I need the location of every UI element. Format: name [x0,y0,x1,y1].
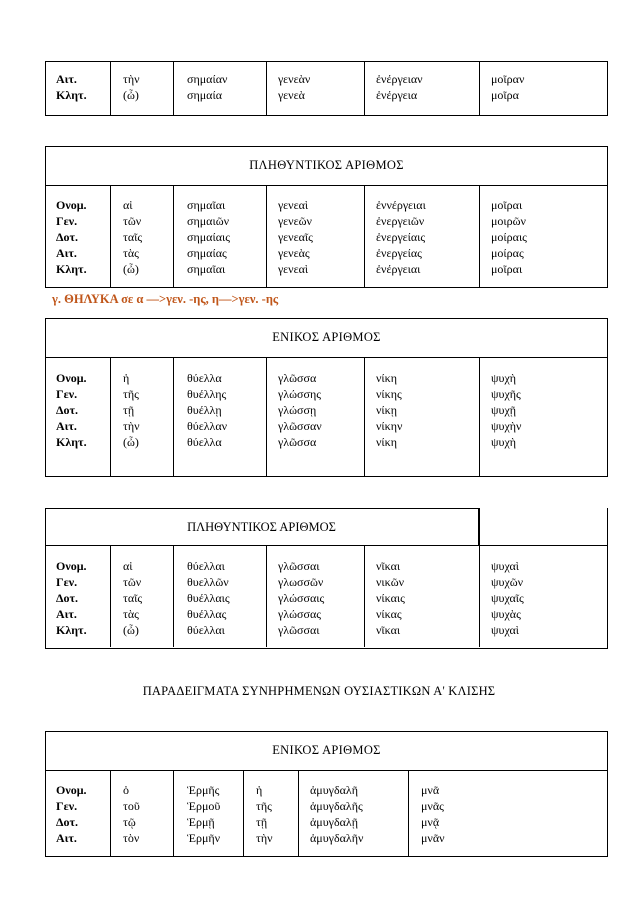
table-cell: σημαίας [187,246,227,260]
noun-column-1 [187,782,220,846]
table-cell: τὸν [123,831,140,845]
table-cell: γενεὰν [278,72,311,86]
table-cell: σημαίαις [187,230,230,244]
article-column [123,197,142,277]
table-cell: μοῖραι [491,262,523,276]
noun-column-4 [491,370,521,450]
table-cell: νίκην [376,419,403,433]
table-cell: θύελλα [187,371,222,385]
noun-column-3 [376,197,426,277]
case-label: Κλητ. [56,623,87,637]
table-cell: ψυχὴν [491,419,522,433]
table-cell: ψυχῆς [491,387,521,401]
case-label: Γεν. [56,387,78,401]
table-cell: μοῖρα [491,88,519,102]
table-singular-b [45,318,608,477]
table-cell: αἱ [123,198,133,212]
table-cell: (ὦ) [123,262,139,276]
case-label: Ονομ. [56,783,87,797]
table-cell: ψυχαὶ [491,559,520,573]
case-label: Γεν. [56,214,78,228]
case-label: Δοτ. [56,815,79,829]
noun-column-3 [376,370,402,450]
table-cell: θυέλλαις [187,591,230,605]
table-cell: ἐνεργειῶν [376,214,425,228]
case-label: Αιτ. [56,419,77,433]
case-label: Γεν. [56,575,78,589]
table-cell: γλώσσας [278,607,321,621]
table-cell: ψυχὴ [491,435,517,449]
table-cell: μοίραις [491,230,527,244]
table-cell: γλώσσης [278,387,321,401]
noun-column-4 [491,197,527,277]
case-label: Δοτ. [56,403,79,417]
section-title: ΠΑΡΑΔΕΙΓΜΑΤΑ ΣΥΝΗΡΗΜΕΝΩΝ ΟΥΣΙΑΣΤΙΚΩΝ Α' ΚΛΙΣΗΣ [142,684,496,698]
table-cell: θύελλαι [187,623,225,637]
case-label: Γεν. [56,799,78,813]
table-plural-a [45,146,608,288]
table-cell: γενεὰς [278,246,310,260]
table-cell: γενεὰ [278,88,305,102]
noun-column-2 [278,370,322,450]
table-cell: Ἑρμοῦ [187,799,221,813]
table-cell: θύελλα [187,435,222,449]
table-cell: γλῶσσα [278,371,317,385]
table-cell: ὁ [123,783,129,797]
table-cell: νίκῃ [376,403,397,417]
table-cell: γενεαὶ [278,262,309,276]
noun-column-2 [310,782,363,846]
table-cell: μοῖραι [491,198,523,212]
table-cell: ἐνεργείας [376,246,422,260]
table-singular-continued [45,61,608,116]
table-cell: ταῖς [123,230,143,244]
table-cell: ψυχαῖς [491,591,524,605]
table-cell: θυέλλας [187,607,227,621]
table-cell: ἐνέργεια [376,88,418,102]
table-cell: θύελλαν [187,419,228,433]
table-cell: μνᾶν [421,831,445,845]
table-cell: Ἑρμῇ [187,815,215,829]
section-gamma-heading: γ. ΘΗΛΥΚΑ σε α —>γεν. -ης, η—>γεν. -ης [52,292,279,306]
table-cell: νίκη [376,435,397,449]
table-plural-b [45,508,608,649]
noun-column-2 [278,197,313,277]
table-header [46,147,607,186]
table-cell: σημαία [187,88,222,102]
table-header-title: ΕΝΙΚΟΣ ΑΡΙΘΜΟΣ [272,330,381,344]
table-cell: σημαίαν [187,72,228,86]
table-cell: νίκαις [376,591,405,605]
table-cell: μνᾷ [421,815,440,829]
table-cell: ἡ [123,371,130,385]
table-cell: θυέλλης [187,387,227,401]
table-cell: σημαιῶν [187,214,230,228]
article-column [123,558,142,638]
table-cell: αἱ [123,559,133,573]
table-cell: (ὦ) [123,623,139,637]
case-label: Κλητ. [56,88,87,102]
table-cell: θύελλαι [187,559,225,573]
case-label: Ονομ. [56,198,87,212]
table-cell: τὰς [123,607,139,621]
case-labels-column [56,782,87,846]
case-labels-column [56,558,87,638]
table-cell: γλῶσσαν [278,419,322,433]
case-label: Κλητ. [56,262,87,276]
table-cell: μοῖραν [491,72,525,86]
article-column [123,782,140,846]
table-cell: νίκη [376,371,397,385]
table-contracted-singular [45,731,608,857]
table-cell: ἀμυγδαλῇ [310,815,358,829]
case-labels-column [56,71,87,103]
noun-column-1 [187,71,227,103]
table-cell: γλώσσῃ [278,403,317,417]
table-cell: τῆς [256,799,272,813]
table-cell: νίκας [376,607,402,621]
noun-column-4 [491,71,524,103]
table-cell: ἐννέργειαι [376,198,426,212]
noun-column-2 [278,558,324,638]
table-cell: σημαῖαι [187,262,226,276]
table-header-title: ΠΛΗΘΥΝΤΙΚΟΣ ΑΡΙΘΜΟΣ [187,520,336,534]
table-cell: νῖκαι [376,623,401,637]
table-cell: θυέλλῃ [187,403,222,417]
table-cell: ἀμυγδαλῆν [310,831,364,845]
table-cell: γενεαὶ [278,198,309,212]
table-cell: μοίρας [491,246,524,260]
table-cell: τῆς [123,387,139,401]
table-cell: (ὦ) [123,88,139,102]
table-cell: Ἑρμῆν [187,831,221,845]
table-cell: γενεαῖς [278,230,313,244]
table-header-title: ΠΛΗΘΥΝΤΙΚΟΣ ΑΡΙΘΜΟΣ [249,158,404,172]
case-labels-column [56,197,87,277]
table-cell: ἐνέργειαν [376,72,423,86]
noun-column-2 [278,71,310,103]
noun-column-3 [421,782,445,846]
table-cell: τῇ [123,403,135,417]
case-label: Αιτ. [56,246,77,260]
table-cell: τῶν [123,214,142,228]
noun-column-1 [187,370,227,450]
table-cell: Ἑρμῆς [187,783,220,797]
article-column [123,71,140,103]
noun-column-3 [376,71,423,103]
case-label: Αιτ. [56,607,77,621]
table-cell: γλωσσῶν [278,575,324,589]
table-cell: τὴν [256,831,273,845]
table-cell: τὰς [123,246,139,260]
table-cell: γλῶσσαι [278,623,320,637]
table-cell: ἀμυγδαλῆ [310,783,358,797]
table-cell: (ὦ) [123,435,139,449]
table-cell: ψυχῇ [491,403,517,417]
table-cell: γλῶσσαι [278,559,320,573]
table-header [46,732,607,771]
article-column-2 [256,782,273,846]
table-cell: θυελλῶν [187,575,229,589]
case-label: Αιτ. [56,72,77,86]
table-cell: τῇ [256,815,268,829]
table-cell: γλῶσσα [278,435,317,449]
table-cell: γενεῶν [278,214,312,228]
table-cell: ψυχῶν [491,575,524,589]
table-header-title: ΕΝΙΚΟΣ ΑΡΙΘΜΟΣ [272,743,381,757]
table-cell: τὴν [123,419,140,433]
case-label: Δοτ. [56,230,79,244]
case-label: Κλητ. [56,435,87,449]
table-header [45,508,479,546]
table-cell: ἀμυγδαλῆς [310,799,363,813]
case-label: Ονομ. [56,371,87,385]
table-cell: ψυχὴ [491,371,517,385]
table-cell: μνᾶ [421,783,440,797]
noun-column-1 [187,197,230,277]
table-cell: μοιρῶν [491,214,526,228]
noun-column-3 [376,558,405,638]
table-cell: τῶν [123,575,142,589]
table-cell: μνᾶς [421,799,444,813]
table-cell: νίκης [376,387,402,401]
table-cell: ψυχαὶ [491,623,520,637]
table-cell: γλώσσαις [278,591,325,605]
table-cell: νῖκαι [376,559,401,573]
case-label: Αιτ. [56,831,77,845]
table-cell: νικῶν [376,575,405,589]
table-cell: τοῦ [123,799,140,813]
table-cell: τῷ [123,815,136,829]
case-labels-column [56,370,87,450]
table-cell: ἡ [256,783,263,797]
table-header [46,319,607,358]
noun-column-4 [491,558,524,638]
table-cell: ταῖς [123,591,143,605]
table-cell: ἐνέργειαι [376,262,421,276]
table-cell: τὴν [123,72,140,86]
table-cell: ψυχὰς [491,607,521,621]
case-label: Ονομ. [56,559,87,573]
case-label: Δοτ. [56,591,79,605]
noun-column-1 [187,558,230,638]
table-cell: ἐνεργείαις [376,230,426,244]
table-cell: σημαῖαι [187,198,226,212]
article-column [123,370,140,450]
